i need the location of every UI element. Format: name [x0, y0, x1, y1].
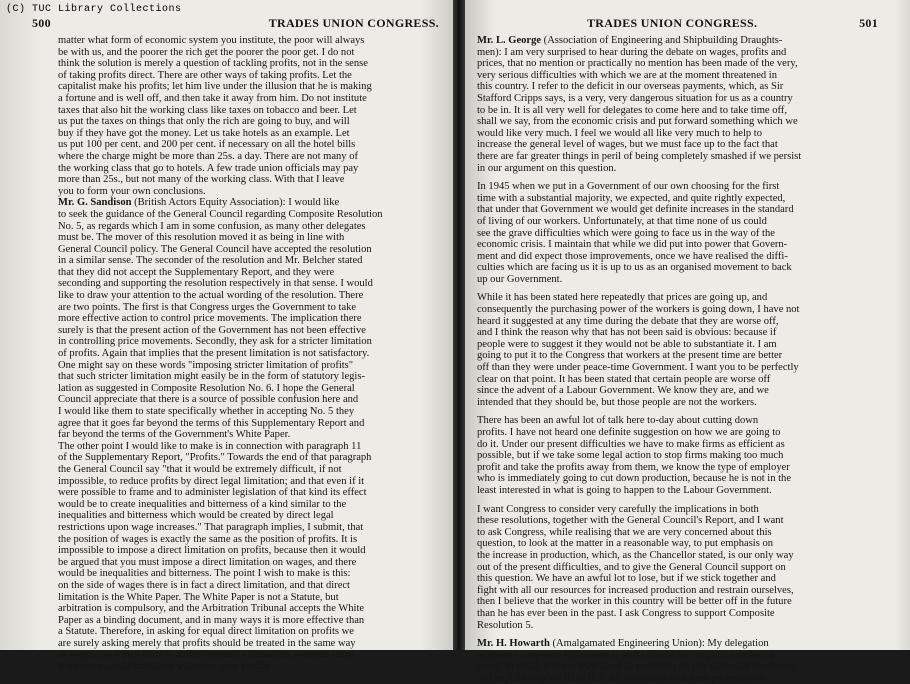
paragraph-text: (Amalgamated Engineering Union): My delegation supports Composite Resolution 6, and I should like to put a number of points in relation to our own stand as engineers on this particular resolution, and explain why we think that this resolution is at least preferable to: [477, 638, 798, 684]
speaker-name: Mr. H. Howarth: [477, 638, 550, 650]
left-page: [0, 0, 453, 673]
right-page: [465, 0, 910, 684]
paragraph: [58, 35, 441, 197]
left-page-number: 500: [32, 16, 51, 30]
paragraph: [58, 441, 441, 673]
paragraph-text: (Association of Engineering and Shipbuilding Draughts- men): I am very surprised to hear during the debate on wages, profits and prices, that no mention or practically no mention has been made of the very, very serious difficulties with which we are at the moment threatened in this country. I refer to the deficit in our overseas payments, which, as Sir Stafford Cripps says, is a very, very dangerous situation for us as a country to be in. It is all very well for delegates to come here and to take time off, shall we say, from the economic crisis and put forward something which we would like very much. I feel we would all like very much to help to increase the general level of wages, but we must face up to the fact that there are far greater things in peril of being completely smashed if we persist in our argument on this question.: [477, 35, 802, 174]
left-running-title: TRADES UNION CONGRESS.: [268, 16, 439, 30]
paragraph-text: The other point I would like to make is in connection with paragraph 11 of the Supplementary Report, "Profits." Towards the end of that paragraph the General Council say "that it would be extremely difficult, if not impossible, to reduce profits by direct legal limitation; and that even if it were possible to frame and to administer legislation of that kind its effect would be to create inequalities and bitterness of a kind similar to the inequalities and bitterness which would be created by direct legal restrictions upon wage increases." That paragraph implies, I submit, that the position of wages is exactly the same as the position of profits. It is impossible to impose a direct limitation on profits, because then it would be argued that you must impose a direct limitation on wages, and there would be inequalities and bitterness. The point I wish to make is this: on the side of wages there is in fact a direct limitation, and that direct limitation is the White Paper. The White Paper is not a Statute, but arbitration is compulsory, and the Arbitration Tribunal accepts the White Paper as a binding document, and in many ways it is more effective than a Statute. Therefore, in asking for equal direct limitation on profits we are surely asking merely that profits should be treated in the same way as wages, on which there is at this moment a limitation, whereas there is no comparable limitation whatever upon profits.: [58, 440, 372, 673]
paragraph: [477, 35, 888, 174]
paragraph: [58, 197, 441, 440]
paragraph-text: matter what form of economic system you institute, the poor will always be with us, and the poorer the rich get the poorer the poor get. I do not think the solution is merely a question of tackling profits, not in the sense of taking profits direct. There are other ways of taking profits. Let the capitalist make his profits; let him live under the illusion that he is making a fortune and is well off, and then take it away from him. Do not institute taxes that also hit the working class like taxes on tobacco and beer. Let us put the taxes on things that only the rich are going to buy, and will buy if they have got the money. Let us take hotels as an example. Let us put 100 per cent. and 200 per cent. if necessary on all the hotel bills where the charge might be more than 25s. a day. There are not many of the working class that go to hotels. A few trade union officials may pay more than 25s., but not many of the working class. With that I leave you to form your own conclusions.: [58, 35, 372, 197]
speaker-name: Mr. G. Sandison: [58, 197, 132, 209]
paragraph-text: While it has been stated here repeatedly that prices are going up, and consequently the purchasing power of the workers is going down, I have not heard it suggested at any time during the debate that they are worse off, and I think the reason why that has not been said is obvious: because if people were to suggest it they would not be able to substantiate it. I am going to put it to the Congress that workers at the present time are better off than they were under peace-time Government. I want you to be perfectly clear on that point. It has been stated that certain people are worse off since the advent of a Labour Government. We know they are, and we intended that they should be, but those people are not the workers.: [477, 292, 800, 408]
copyright-watermark: (C) TUC Library Collections: [6, 4, 182, 15]
paragraph: [477, 292, 888, 408]
paragraph: [477, 181, 888, 285]
paragraph: [477, 415, 888, 496]
right-running-title: TRADES UNION CONGRESS.: [587, 16, 758, 30]
book-gutter: [453, 0, 465, 650]
paragraph-text: In 1945 when we put in a Government of our own choosing for the first time with a substantial majority, we expected, and quite rightly expected, that under that Government we would get definite increases in the standard of living of our workers. Unfortunately, at that time none of us could see the grave difficulties which were going to face us in the way of the economic crisis. I maintain that while we did put into power that Govern- ment and did expect those improvements, once we have realised the diffi- culties which are facing us it is up to us as an organised movement to back up our Government.: [477, 181, 794, 285]
paragraph-text: There has been an awful lot of talk here to-day about cutting down profits. I have not heard one definite suggestion on how we are going to do it. Under our present difficulties we have to make firms as efficient as possible, but if we take some legal action to stop firms making too much profit and take the profits away from them, we know the type of employer who is immediately going to cut down production, because he is not in the least interested in what is going to happen to the Labour Government.: [477, 415, 792, 496]
paragraph: [477, 504, 888, 632]
left-body: [58, 35, 441, 673]
paragraph: [477, 638, 888, 684]
paragraph-text: I want Congress to consider very carefully the implications in both these resolutions, together with the General Council's Report, and I want to ask Congress, while realising that we are very concerned about this question, to look at the matter in a reasonable way, to put emphasis on the increase in production, which, as the Chancellor stated, is our only way out of the present difficulties, and to give the General Council support on this question. We have an awful lot to lose, but if we stick together and fight with all our resources for increased production and restrain ourselves, then I believe that the worker in this country will be better off in the future than he has ever been in the past. I ask Congress to support Composite Resolution 5.: [477, 503, 794, 631]
paragraph-text: (British Actors Equity Association): I would like to seek the guidance of the General Council regarding Composite Resolution No. 5, as regards which I am in some confusion, as many other delegates must be. The mover of this resolution moved it as being in line with General Council policy. The General Council have accepted the resolution in a similar sense. The seconder of the resolution and Mr. Belcher stated that they did not accept the Supplementary Report, and they were seconding and supporting the resolution respectively in that sense. I would like to draw your attention to the actual wording of the resolution. There are two points. The first is that Congress urges the Government to take more effective action to control price movements. The implication there surely is that the present action of the Government has not been effective in controlling price movements. Secondly, they ask for a stricter limitation of profits. Again that implies that the present limitation is not satisfactory. One might say on these words "imposing stricter limitation of profits" that such stricter limitation might easily be in the form of statutory legis- lation as suggested in Composite Resolution No. 6. I hope the General Council appreciate that there is a source of possible confusion here and I would like them to state specifically whether in accepting No. 5 they agree that it goes far beyond the terms of this Supplementary Report and far beyond the terms of the Government's White Paper.: [58, 197, 383, 441]
right-body: [477, 35, 888, 684]
speaker-name: Mr. L. George: [477, 35, 542, 46]
right-page-number: 501: [859, 16, 878, 30]
right-running-head: [477, 16, 888, 31]
left-running-head: [32, 16, 441, 31]
